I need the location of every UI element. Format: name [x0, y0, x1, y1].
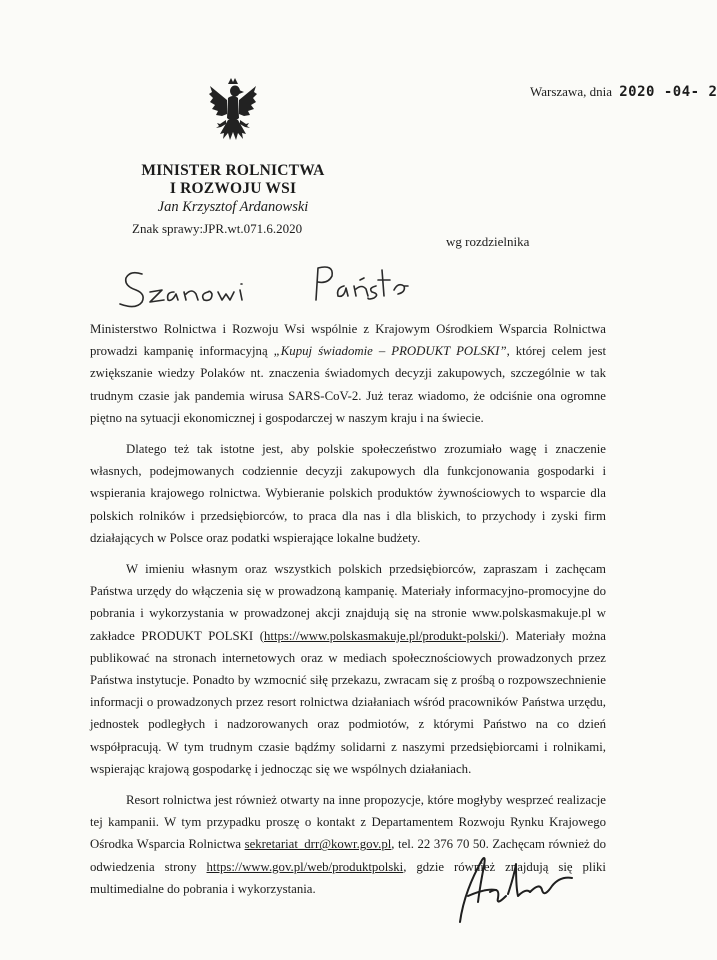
- minister-title-line1: MINISTER ROLNICTWA: [141, 162, 325, 179]
- place-date-label: Warszawa, dnia: [530, 84, 612, 99]
- paragraph-1-text-b: , której celem jest zwiększanie wiedzy Polaków nt. znaczenia świadomych decyzji zakupowych, szczególnie w tak trudnym czasie jak pandemia wirusa SARS-CoV-2. Już teraz wiadomo, że odciśnie ona ogromne piętno na sytuacji ekonomicznej i gospodarczej w naszym kraju i na świecie.: [90, 344, 606, 425]
- minister-name: Jan Krzysztof Ardanowski: [157, 199, 309, 215]
- distribution-note: wg rozdzielnika: [446, 234, 530, 249]
- paragraph-1: [90, 318, 606, 429]
- minister-header: [120, 162, 346, 217]
- contact-email-link[interactable]: sekretariat_drr@kowr.gov.pl: [244, 837, 392, 852]
- gov-produktpolski-link[interactable]: https://www.gov.pl/web/produktpolski: [206, 859, 404, 874]
- produkt-polski-link[interactable]: https://www.polskasmakuje.pl/produkt-polski/: [264, 628, 502, 643]
- paragraph-2: Dlatego też tak istotne jest, aby polskie społeczeństwo zrozumiało wagę i znaczenie własnych, podejmowanych codziennie decyzji zakupowych dla funkcjonowania gospodarki i wspierania krajowego rolnictwa. Wybieranie polskich produktów żywnościowych to wsparcie dla polskich rolników i przedsiębiorców, to praca dla nas i dla bliskich, to przychody i zyski firm działających w Polsce oraz podatki wspierające lokalne budżety.: [90, 442, 606, 545]
- place-and-date: [530, 84, 717, 100]
- minister-title-line2: I ROZWOJU WSI: [169, 180, 297, 197]
- paragraph-4-text-b: , tel. 22 376 70 50. Zachęcam również do odwiedzenia strony: [90, 837, 606, 874]
- polish-eagle-emblem-icon: [208, 76, 258, 148]
- handwritten-signature: [456, 852, 576, 924]
- paragraph-4-text-a: Resort rolnictwa jest również otwarty na inne propozycje, które mogłyby wesprzeć realizacje tej kampanii. W tym przypadku proszę o kontakt z Departamentem Rozwoju Rynku Krajowego Ośrodka Wsparcia Rolnictwa: [90, 793, 606, 852]
- letter-body: [90, 318, 606, 909]
- paragraph-3-text-a: W imieniu własnym oraz wszystkich polskich przedsiębiorców, zapraszam i zachęcam Państwa urzędy do włączenia się w prowadzoną kampanię. Materiały informacyjno-promocyjne do pobrania i wykorzystania w prowadzonej akcji znajdują się na stronie www.polskasmakuje.pl w zakładce PRODUKT POLSKI (: [90, 562, 606, 643]
- case-reference: Znak sprawy:JPR.wt.071.6.2020: [132, 221, 303, 236]
- paragraph-4-text-c: , gdzie również znajdują się pliki multimedialne do pobrania i wykorzystania.: [90, 859, 606, 896]
- paragraph-3: [90, 558, 606, 780]
- date-stamp: 2020 -04- 2: [619, 84, 717, 100]
- handwritten-salutation: [112, 256, 442, 314]
- paragraph-1-text-a: Ministerstwo Rolnictwa i Rozwoju Wsi wspólnie z Krajowym Ośrodkiem Wsparcia Rolnictwa prowadzi kampanię informacyjną: [90, 322, 606, 359]
- campaign-name: „Kupuj świadomie – PRODUKT POLSKI”: [273, 344, 507, 359]
- paragraph-3-text-b: ). Materiały można publikować na stronach internetowych oraz w mediach społecznościowych prowadzonych przez Państwa instytucje. Ponadto by wzmocnić siłę przekazu, zwracam się z prośbą o rozpowszechnienie informacji o prowadzonych przez resort rolnictwa działaniach wśród pracowników Państwa urzędu, jednostek podległych i nadzorowanych oraz podmiotów, z którymi Państwo na co dzień współpracują. W tym trudnym czasie bądźmy solidarni z naszymi przedsiębiorcami i rolnikami, wspierając krajową gospodarkę i jednocząc się we wspólnych działaniach.: [90, 628, 606, 776]
